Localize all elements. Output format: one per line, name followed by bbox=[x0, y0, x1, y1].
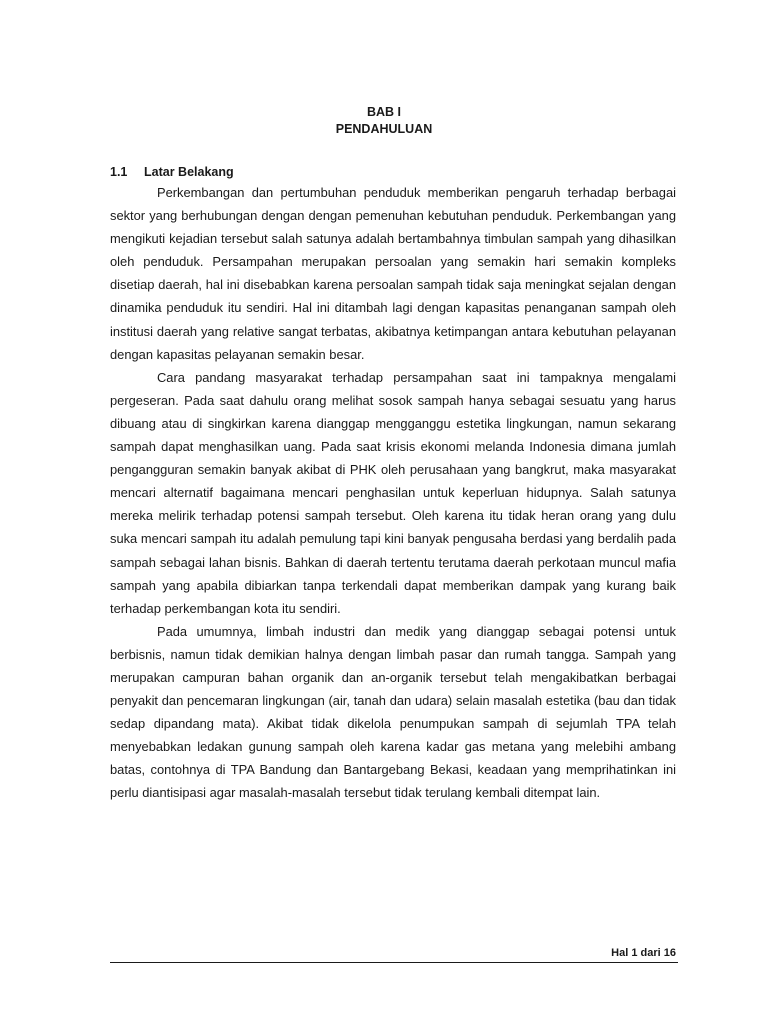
chapter-number: BAB I bbox=[366, 105, 402, 119]
paragraph: Pada umumnya, limbah industri dan medik yang dianggap sebagai potensi untuk berbisnis, namun tidak demikian halnya dengan limbah pasar dan rumah tangga. Sampah yang merupakan campuran bahan organik dan an-organik tersebut telah mengakibatkan berbagai penyakit dan pencemaran lingkungan (air, tanah dan udara) selain masalah estetika (bau dan tidak sedap dipandang mata). Akibat tidak dikelola penumpukan sampah di sejumlah TPA telah menyebabkan ledakan gunung sampah oleh karena kadar gas metana yang melebihi ambang batas, contohnya di TPA Bandung dan Bantargebang Bekasi, keadaan yang memprihatinkan ini perlu diantisipasi agar masalah-masalah tersebut tidak terulang kembali ditempat lain. bbox=[110, 623, 676, 801]
chapter-title: PENDAHULUAN bbox=[335, 122, 433, 136]
section-heading bbox=[110, 164, 234, 181]
footer-divider bbox=[110, 962, 678, 963]
paragraph: Cara pandang masyarakat terhadap persampahan saat ini tampaknya mengalami pergeseran. Pada saat dahulu orang melihat sosok sampah hanya sebagai sesuatu yang harus dibuang atau di singkirkan karena dianggap mengganggu estetika lingkungan, namun sekarang sampah dapat menghasilkan uang. Pada saat krisis ekonomi melanda Indonesia dimana jumlah pengangguran semakin banyak akibat di PHK oleh perusahaan yang bangkrut, maka masyarakat mencari alternatif bagaimana mencari penghasilan untuk keperluan hidupnya. Salah satunya mereka melirik terhadap potensi sampah tersebut. Oleh karena itu tidak heran orang yang dulu suka mencari sampah itu adalah pemulung tapi kini banyak pengusaha berdasi yang berdalih pada sampah sebagai lahan bisnis. Bahkan di daerah tertentu terutama daerah perkotaan muncul mafia sampah yang apabila dibiarkan tanpa terkendali dapat memberikan dampak yang kurang baik terhadap perkembangan kota itu sendiri. bbox=[110, 369, 676, 616]
page-number-label: Hal 1 dari 16 bbox=[611, 947, 676, 959]
section-number: 1.1 bbox=[110, 165, 128, 179]
section-title: Latar Belakang bbox=[144, 165, 234, 179]
body-text bbox=[110, 181, 676, 805]
paragraph: Perkembangan dan pertumbuhan penduduk memberikan pengaruh terhadap berbagai sektor yang berhubungan dengan dengan pemenuhan kebutuhan penduduk. Perkembangan yang mengikuti kejadian tersebut salah satunya adalah bertambahnya timbulan sampah yang dihasilkan oleh penduduk. Persampahan merupakan persoalan yang semakin hari semakin kompleks disetiap daerah, hal ini disebabkan karena persoalan sampah tidak saja meningkat sejalan dengan dinamika penduduk itu sendiri. Hal ini ditambah lagi dengan kapasitas penanganan sampah oleh institusi daerah yang relative sangat terbatas, akibatnya ketimpangan antara kebutuhan pelayanan dengan kapasitas pelayanan semakin besar. bbox=[110, 185, 676, 362]
